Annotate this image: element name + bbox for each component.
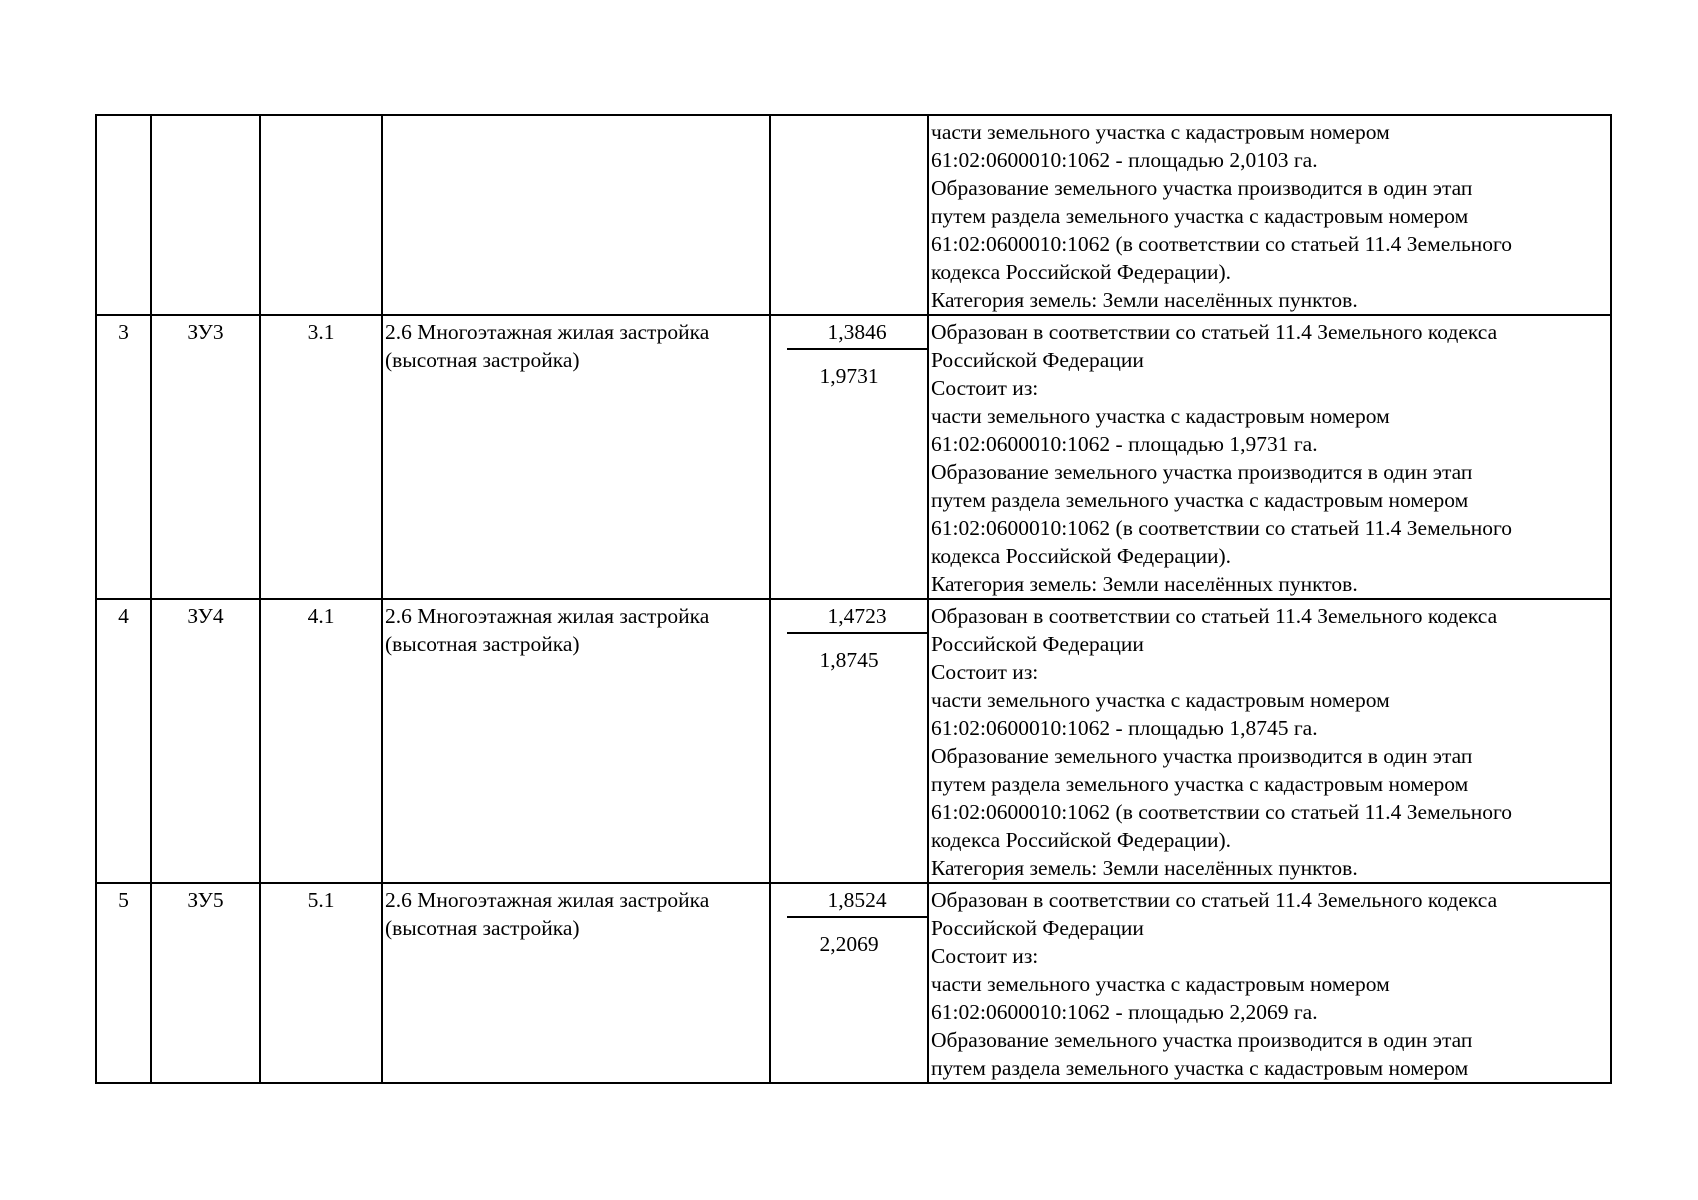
cell-zu: ЗУ4 [151,599,260,883]
cell-code: 4.1 [260,599,382,883]
description-line: кодекса Российской Федерации). [931,828,1232,852]
cell-zu: ЗУ3 [151,315,260,599]
description-line: Состоит из: [931,376,1039,400]
description-line: путем раздела земельного участка с кадастровым номером [931,772,1469,796]
cell-area [770,315,928,599]
description-line: 61:02:0600010:1062 - площадью 2,0103 га. [931,148,1318,172]
area-value-top: 1,4723 [787,600,927,634]
cell-zu [151,115,260,315]
description-line: Образование земельного участка производится в один этап [931,460,1473,484]
table-row-continuation [96,115,1611,315]
cell-use [382,599,770,883]
area-value-bottom: 2,2069 [819,932,879,956]
description-line: Состоит из: [931,660,1039,684]
description-line: Категория земель: Земли населённых пунктов. [931,572,1358,596]
area-value-top: 1,8524 [787,884,927,918]
description-line: Состоит из: [931,944,1039,968]
use-line: 2.6 Многоэтажная жилая застройка [385,320,710,344]
cell-area [770,883,928,1083]
area-value-bottom: 1,8745 [819,648,879,672]
description-line: Образование земельного участка производится в один этап [931,176,1473,200]
description-line: Российской Федерации [931,632,1144,656]
cell-description [928,599,1611,883]
cell-description [928,883,1611,1083]
description-line: 61:02:0600010:1062 (в соответствии со статьей 11.4 Земельного [931,516,1513,540]
description-line: Образование земельного участка производится в один этап [931,1028,1473,1052]
cell-code [260,115,382,315]
cell-num: 5 [96,883,151,1083]
cell-use [382,883,770,1083]
description-line: кодекса Российской Федерации). [931,260,1232,284]
description-line: кодекса Российской Федерации). [931,544,1232,568]
cell-num: 3 [96,315,151,599]
cell-area [770,599,928,883]
use-line: 2.6 Многоэтажная жилая застройка [385,604,710,628]
description-line: Образован в соответствии со статьей 11.4 Земельного кодекса [931,604,1498,628]
use-line: (высотная застройка) [385,348,580,372]
use-line: (высотная застройка) [385,632,580,656]
description-line: части земельного участка с кадастровым номером [931,972,1390,996]
table-row [96,315,1611,599]
use-line: (высотная застройка) [385,916,580,940]
description-line: 61:02:0600010:1062 (в соответствии со статьей 11.4 Земельного [931,800,1513,824]
table-row [96,599,1611,883]
description-line: 61:02:0600010:1062 - площадью 1,8745 га. [931,716,1318,740]
cell-use [382,315,770,599]
description-line: 61:02:0600010:1062 (в соответствии со статьей 11.4 Земельного [931,232,1513,256]
area-value-top: 1,3846 [787,316,927,350]
description-line: Российской Федерации [931,916,1144,940]
description-line: путем раздела земельного участка с кадастровым номером [931,488,1469,512]
description-line: путем раздела земельного участка с кадастровым номером [931,1056,1469,1080]
cell-zu: ЗУ5 [151,883,260,1083]
description-line: Категория земель: Земли населённых пунктов. [931,288,1358,312]
cell-code: 3.1 [260,315,382,599]
cell-num: 4 [96,599,151,883]
description-line: 61:02:0600010:1062 - площадью 2,2069 га. [931,1000,1318,1024]
description-line: Категория земель: Земли населённых пунктов. [931,856,1358,880]
cell-area [770,115,928,315]
description-line: Образован в соответствии со статьей 11.4 Земельного кодекса [931,888,1498,912]
description-line: Российской Федерации [931,348,1144,372]
description-line: Образован в соответствии со статьей 11.4 Земельного кодекса [931,320,1498,344]
description-line: 61:02:0600010:1062 - площадью 1,9731 га. [931,432,1318,456]
description-line: части земельного участка с кадастровым номером [931,120,1390,144]
use-line: 2.6 Многоэтажная жилая застройка [385,888,710,912]
land-plots-table [95,114,1612,1084]
description-line: части земельного участка с кадастровым номером [931,404,1390,428]
cell-use [382,115,770,315]
cell-description [928,315,1611,599]
description-line: части земельного участка с кадастровым номером [931,688,1390,712]
table-row [96,883,1611,1083]
description-line: путем раздела земельного участка с кадастровым номером [931,204,1469,228]
description-line: Образование земельного участка производится в один этап [931,744,1473,768]
area-value-bottom: 1,9731 [819,364,879,388]
cell-code: 5.1 [260,883,382,1083]
cell-description [928,115,1611,315]
cell-num [96,115,151,315]
